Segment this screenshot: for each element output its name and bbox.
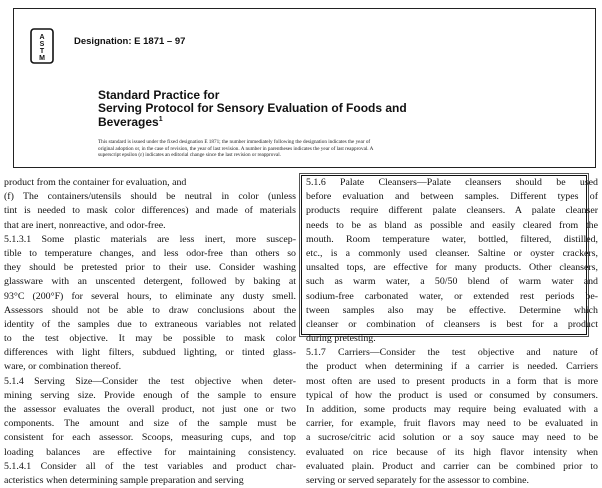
text-line: they should be pretested prior to their use. Consider washing — [4, 262, 296, 274]
title-line-3: Beverages$^1$ — [98, 114, 163, 129]
text-line: 93°C (200°F) for several hours, to eliminate any dusty smell. — [4, 290, 296, 302]
text-line: the assessor evaluates the overall product, not just one or two — [4, 404, 296, 415]
text-line: tint is needed to mask color differences) and made of materials — [4, 205, 296, 217]
text-line: the product when determining if a carrier is needed. Carriers — [306, 361, 598, 373]
title-line-1: Standard Practice for — [98, 88, 220, 102]
left-text-column — [4, 176, 296, 488]
text-line: cleanser or combination of cleansers is best for a product — [306, 318, 598, 330]
document-title — [98, 89, 407, 129]
text-line: 5.1.6 Palate Cleansers—Palate cleansers should be used — [306, 177, 598, 188]
text-line: during pretesting. — [306, 333, 376, 345]
text-line: carrier, for example, fruit flavors may need to be evaluated in — [306, 418, 598, 430]
title-footnote-marker: 1 — [158, 115, 163, 123]
text-line: tible to temperature changes, and less odor-free than others so — [4, 247, 296, 259]
text-line: unsalted tops, are effective for many products. Other cleansers, — [306, 262, 598, 274]
text-line: sodium-free carbonated water, or extended rest periods be- — [306, 290, 598, 302]
text-line: glassware with an unscented detergent, followed by baking at — [4, 276, 296, 288]
svg-text:S: S — [39, 41, 45, 48]
text-line: 5.1.4.1 Consider all of the test variables and product char- — [4, 460, 296, 472]
text-line: before evaluation and between samples. Different types of — [306, 191, 598, 203]
text-line: loading balances are effective for maintaining consistency. — [4, 446, 296, 458]
text-line: mouth. Room temperature water, bottled, filtered, distilled, — [306, 233, 598, 245]
notice-line: This standard is issued under the fixed designation E 1871; the number immediately following the designation indicates the year of — [98, 139, 371, 145]
text-line: to the test objective. It may be possible to mask color — [4, 333, 296, 345]
designation: Designation: E 1871 – 97 — [74, 36, 186, 47]
notice-line: original adoption or, in the case of revision, the year of last revision. A number in parentheses indicates the year of last reapproval. A — [98, 145, 374, 152]
text-line: identity of the samples due to extraneous variables not related — [4, 318, 296, 330]
text-line: Assessors should not be able to draw conclusions about the — [4, 304, 296, 316]
text-line: mining serving size. Provide enough of the sample to ensure — [4, 389, 296, 401]
text-line: that are inert, nonreactive, and odor-free. — [4, 219, 166, 231]
standard-header — [13, 8, 596, 168]
text-line: components. The amount and size of the sample must be — [4, 418, 296, 430]
svg-text:A: A — [39, 34, 45, 41]
text-line: 5.1.4 Serving Size—Consider the test objective when deter- — [4, 375, 296, 387]
text-line: products require different palate cleansers. A palate cleanser — [306, 205, 598, 217]
svg-text:M: M — [39, 55, 45, 62]
text-line: consistent for each assessor. Scoops, measuring cups, and top — [4, 432, 296, 444]
standard-notice — [98, 139, 518, 159]
text-line: a sucrose/citric acid solution or a soy sauce may need to be — [306, 432, 598, 444]
svg-text:T: T — [39, 48, 45, 55]
astm-logo-icon — [28, 26, 56, 66]
title-line-2: Serving Protocol for Sensory Evaluation of Foods and — [98, 101, 407, 116]
text-line: needs to be as bland as possible and easily cleared from the — [306, 219, 598, 231]
text-line: etc., is a commonly used cleanser. Saltine or oyster crackers, — [306, 247, 598, 259]
text-line: such as warm water, a 50/50 blend of warm water and — [306, 276, 598, 288]
text-line: differences with light filters, subdued lighting, or tinted glass- — [4, 347, 296, 359]
text-line: most often are used to present products in a form that is more — [306, 375, 598, 387]
text-line: evaluated on rice because of its high flavor intensity when — [306, 446, 598, 458]
text-line: (f) The containers/utensils should be neutral in color (unless — [4, 191, 296, 203]
right-text-column — [306, 176, 598, 488]
text-line: typical of how the product is used or consumed by consumers. — [306, 389, 598, 401]
text-line: product from the container for evaluation, and — [4, 177, 187, 188]
text-line: acteristics when determining sample preparation and serving — [4, 474, 244, 486]
notice-line: superscript epsilon (ε) indicates an editorial change since the last revision or reapproval. — [98, 152, 281, 158]
text-line: In addition, some products may require being evaluated with a — [306, 404, 598, 415]
text-line: 5.1.7 Carriers—Consider the test objective and nature of — [306, 347, 598, 359]
text-line: ware, or combination thereof. — [4, 361, 122, 373]
text-line: 5.1.3.1 Some plastic materials are less inert, more suscep- — [4, 233, 296, 245]
text-line: serving or served separately for the assessor to combine. — [306, 474, 529, 486]
text-line: evaluated plain. Product and carrier can be combined prior to — [306, 460, 598, 472]
text-line: tween samples also may be effective. Determine which — [306, 304, 598, 316]
